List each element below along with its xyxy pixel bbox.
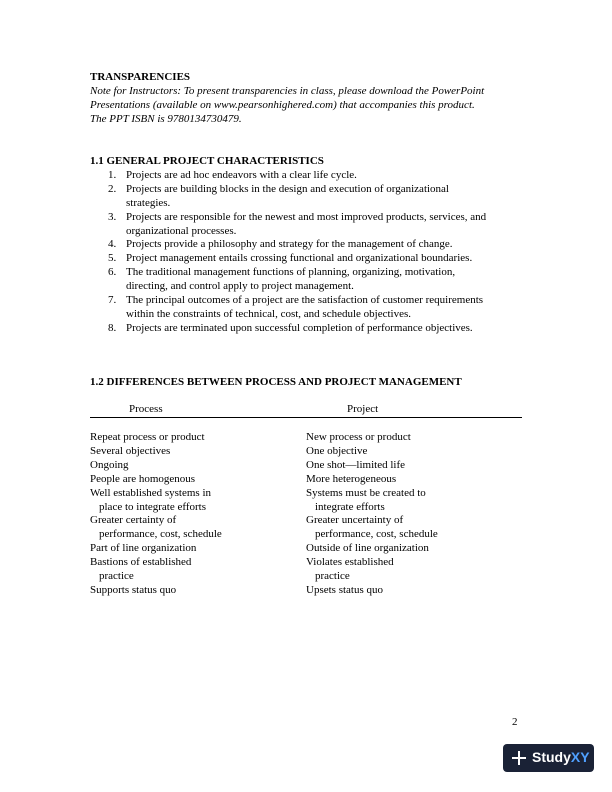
cell-line: Repeat process or product (90, 431, 205, 443)
cell-line: Part of line organization (90, 542, 197, 555)
project-cell (306, 542, 522, 556)
project-cell (306, 514, 522, 542)
list-item-number: 6. (108, 266, 117, 279)
plus-icon (510, 749, 528, 767)
transparencies-section (90, 71, 530, 127)
cell-line: Upsets status quo (306, 583, 383, 596)
instructor-note-line: Presentations (available on www.pearsonhighered.com) that accompanies this product. (90, 98, 475, 111)
characteristics-list (90, 169, 530, 336)
list-item (90, 294, 530, 322)
cell-line: performance, cost, schedule (99, 528, 222, 541)
project-cell (306, 584, 522, 598)
section-1-1-heading: 1.1 GENERAL PROJECT CHARACTERISTICS (90, 155, 324, 167)
list-item-number: 3. (108, 210, 117, 223)
process-cell (90, 542, 306, 556)
process-cell (90, 445, 306, 459)
project-cell (306, 473, 522, 487)
list-item-text: Projects are building blocks in the design and execution of organizational (126, 182, 449, 195)
list-item (90, 322, 530, 336)
cell-line: Violates established (306, 556, 394, 569)
list-item-text: organizational processes. (126, 224, 237, 237)
table-row (90, 584, 522, 598)
list-item (90, 183, 530, 211)
cell-line: New process or product (306, 431, 411, 443)
cell-line: Supports status quo (90, 583, 177, 596)
table-row (90, 459, 522, 473)
list-item-text: directing, and control apply to project management. (126, 280, 354, 293)
cell-line: Systems must be created to (306, 486, 426, 499)
list-item-text: within the constraints of technical, cost, and schedule objectives. (126, 307, 412, 320)
cell-line: Bastions of established (90, 556, 192, 569)
list-item-number: 7. (108, 294, 117, 307)
cell-line: One shot—limited life (306, 458, 405, 471)
comparison-table (90, 431, 522, 598)
table-row (90, 556, 522, 584)
section-1-2-heading: 1.2 DIFFERENCES BETWEEN PROCESS AND PROJECT MANAGEMENT (90, 376, 462, 388)
brand-main-text: Study (532, 749, 571, 766)
cell-line: practice (315, 570, 350, 583)
cell-line: More heterogeneous (306, 472, 397, 485)
cell-line: practice (99, 570, 134, 583)
cell-line: One objective (306, 444, 368, 457)
cell-line: Well established systems in (90, 486, 212, 499)
cell-line: Several objectives (90, 444, 171, 457)
table-row (90, 487, 522, 515)
cell-line: place to integrate efforts (99, 500, 206, 513)
list-item-text: Projects are responsible for the newest and most improved products, services, and (126, 210, 487, 223)
project-cell (306, 487, 522, 515)
process-cell (90, 473, 306, 487)
list-item-text: Project management entails crossing functional and organizational boundaries. (126, 252, 473, 265)
list-item-text: Projects provide a philosophy and strategy for the management of change. (126, 238, 453, 251)
cell-line: Ongoing (90, 458, 129, 471)
list-item-number: 5. (108, 252, 117, 265)
process-cell (90, 584, 306, 598)
list-item-text: Projects are ad hoc endeavors with a clear life cycle. (126, 168, 357, 181)
instructor-note-line: The PPT ISBN is 9780134730479. (90, 112, 242, 125)
project-column-label: Project (347, 403, 379, 415)
list-item-text: strategies. (126, 196, 171, 209)
list-item-text: The principal outcomes of a project are the satisfaction of customer requirements (126, 294, 484, 307)
list-item (90, 211, 530, 239)
cell-line: Greater uncertainty of (306, 514, 404, 527)
list-item (90, 252, 530, 266)
table-row (90, 542, 522, 556)
list-item-number: 4. (108, 238, 117, 251)
cell-line: Greater certainty of (90, 514, 177, 527)
list-item (90, 238, 530, 252)
project-cell (306, 459, 522, 473)
list-item (90, 266, 530, 294)
list-item (90, 169, 530, 183)
instructor-note-line: Note for Instructors: To present transparencies in class, please download the PowerPoint (90, 84, 485, 97)
list-item-text: The traditional management functions of planning, organizing, motivation, (126, 266, 456, 279)
table-row (90, 445, 522, 459)
general-characteristics-section (90, 155, 530, 336)
process-column-label: Process (129, 403, 163, 415)
table-row (90, 431, 522, 445)
process-cell (90, 431, 306, 445)
list-item-number: 1. (108, 168, 117, 181)
page-number: 2 (512, 716, 518, 728)
list-item-text: Projects are terminated upon successful completion of performance objectives. (126, 321, 473, 334)
project-cell (306, 445, 522, 459)
list-item-number: 8. (108, 321, 117, 334)
transparencies-heading: TRANSPARENCIES (90, 71, 191, 83)
table-row (90, 514, 522, 542)
cell-line: People are homogenous (90, 472, 196, 485)
project-cell (306, 431, 522, 445)
cell-line: performance, cost, schedule (315, 528, 438, 541)
process-cell (90, 487, 306, 515)
process-cell (90, 556, 306, 584)
process-cell (90, 459, 306, 473)
brand-accent-text: XY (570, 749, 590, 766)
differences-section (90, 376, 530, 390)
process-cell (90, 514, 306, 542)
comparison-column-header (90, 403, 522, 418)
project-cell (306, 556, 522, 584)
list-item-number: 2. (108, 182, 117, 195)
table-row (90, 473, 522, 487)
cell-line: integrate efforts (315, 500, 385, 513)
cell-line: Outside of line organization (306, 542, 429, 555)
studyxy-badge[interactable] (503, 744, 594, 772)
